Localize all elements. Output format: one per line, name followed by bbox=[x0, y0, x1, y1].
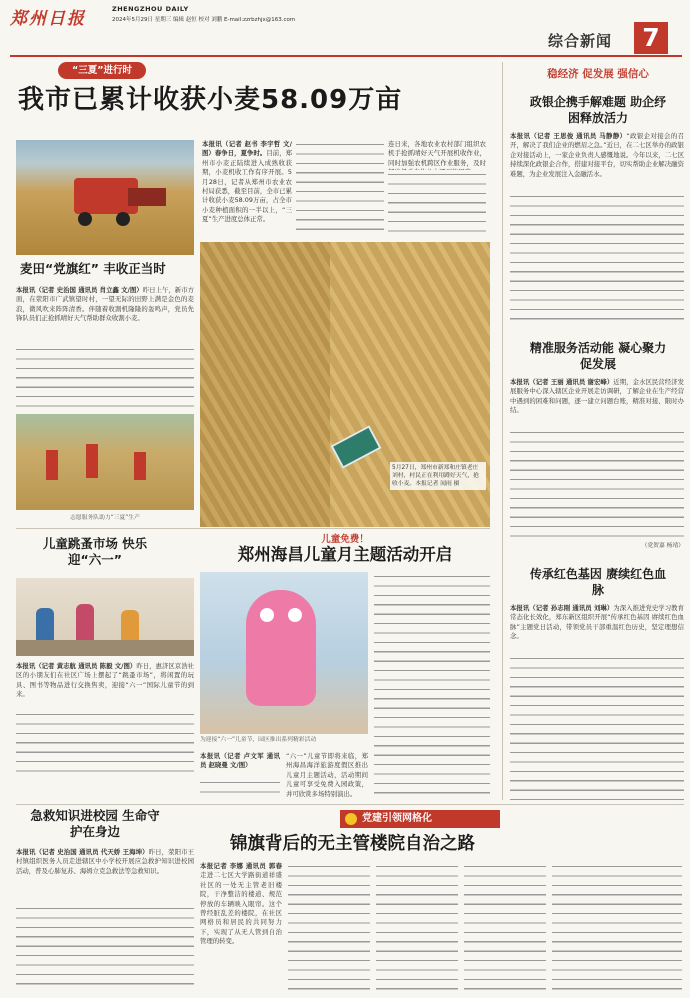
party-red-body-more bbox=[16, 345, 194, 411]
lead-headline: 我市已累计收获小麦58.09万亩 bbox=[18, 85, 403, 115]
newspaper-english-name: ZHENGZHOU DAILY bbox=[112, 5, 189, 13]
bottom-body-col2 bbox=[288, 862, 370, 992]
pink-mascot bbox=[246, 590, 316, 706]
right-story2-body: 本报讯（记者 王丽 通讯员 谢宏峰）近期，金水区民营经济发展服务中心深入辖区企业开展走访调研，了解企业在生产经营中遇到的困难和问题，逐一建立问题台账，精准对接、限时办结。 bbox=[510, 378, 684, 415]
volunteer-photo-caption: 志愿服务队助力“三夏”生产 bbox=[70, 515, 140, 521]
bottom-body-col4 bbox=[464, 862, 546, 992]
first-aid-body-more bbox=[16, 904, 194, 992]
kids-market-headline: 儿童跳蚤市场 快乐迎“六一” bbox=[42, 536, 148, 567]
party-grid-banner: 党建引领网格化 bbox=[340, 810, 500, 828]
section-name: 综合新闻 bbox=[548, 32, 613, 50]
haichang-body-col1-more bbox=[200, 778, 280, 800]
haichang-kicker: 儿童免费！ bbox=[321, 534, 369, 545]
right-story3-headline: 传承红色基因 赓续红色血脉 bbox=[529, 567, 667, 597]
right-story2-author: （党贺嘉 杨靖） bbox=[641, 543, 684, 549]
date-line: 2024年5月29日 星期三 编辑 赵恒 校对 刘鹏 E-mail:zzrbzhjx@163.com bbox=[112, 17, 296, 23]
party-emblem-icon bbox=[345, 813, 357, 825]
bottom-body-col3 bbox=[376, 862, 458, 992]
party-red-body: 本报讯（记者 史治国 通讯员 肖立鑫 文/图）昨日上午，新市方面，在荥阳市广武镇望时村，一望无际的田野上满是金色的麦浪，微风吹来阵阵清香。伴随着收割机隆隆的轰鸣声，党员先锋队员们正抢抓晴好天气帮助群众收割小麦。 bbox=[16, 286, 194, 323]
haichang-body-col2: “六一”儿童节即将来临，郑州海昌海洋旅游度假区推出儿童月主题活动，活动期间儿童可享受免费入园政策，并可欣赏多场特别演出。 bbox=[286, 752, 368, 798]
haichang-body-col3 bbox=[374, 572, 490, 800]
harvest-photo-combine bbox=[16, 140, 194, 255]
newspaper-logo: 郑州日报 bbox=[10, 9, 86, 29]
first-aid-headline: 急救知识进校园 生命守护在身边 bbox=[30, 808, 160, 839]
lead-body-col1: 本报讯（记者 赵书 李宇哲 文/图）春争日，夏争时。目前，郑州市小麦正陆续进入成熟收获期，小麦机收工作有序开展。5月28日，记者从郑州市农业农村局获悉，截至目前，全市已累计收获小麦58.09万亩，占全市小麦种植面积的一半以上，“三夏”生产进度总体正常。 bbox=[202, 140, 292, 224]
right-story1-body: 本报讯（记者 王思俊 通讯员 马静静）“政银企对接会的召开，解决了我们企业的燃眉之急。”近日，在二七区举办的政银企对接活动上，一家企业负责人感慨地说。今年以来，二七区持续深化政银企合作，搭建对接平台，切实帮助企业解决融资难题，为企业发展注入金融活水。 bbox=[510, 132, 684, 178]
masthead bbox=[0, 0, 690, 58]
right-story1-body-more bbox=[510, 192, 684, 322]
right-story2-headline: 精准服务活动能 凝心聚力促发展 bbox=[529, 341, 667, 371]
right-story1-headline: 政银企携手解难题 助企纾困释放活力 bbox=[529, 95, 667, 125]
bottom-body-col5 bbox=[552, 862, 682, 992]
right-column-rule bbox=[502, 62, 503, 800]
lead-kicker: “三夏”进行时 bbox=[58, 62, 146, 79]
divider-mid bbox=[16, 528, 490, 529]
aerial-photo-caption: 5月27日，郑州市新郑和庄镇老庄刘村，村民正在利用蹲好天气，抢收小麦。本报记者 闻雨 摄 bbox=[390, 462, 486, 490]
bottom-body-col1: 本报记者 李娜 通讯员 郭春走进二七区大学路街道祥盛社区的一处无主管老旧楼院，干净整洁的楼道、规范停放的车辆映入眼帘。这个曾经脏乱差的楼院，在社区网格员和居民的共同努力下，实现了从无人管到自治管理的转变。 bbox=[200, 862, 282, 946]
first-aid-body: 本报讯（记者 史治国 通讯员 代天娇 王海坤）昨日，荥阳市王村镇组织医务人员走进辖区中小学校开展应急救护知识进校园活动，普及心肺复苏、海姆立克急救法等急救知识。 bbox=[16, 848, 194, 875]
divider-lower bbox=[16, 804, 684, 805]
kids-market-body-more bbox=[16, 710, 194, 776]
right-story3-body: 本报讯（记者 孙志刚 通讯员 刘琳）为深入推进党史学习教育常态化长效化，郑东新区组织开展“传承红色基因 赓续红色血脉”主题党日活动，带领党员干部重温红色历史，坚定理想信念。 bbox=[510, 604, 684, 641]
kids-market-body: 本报讯（记者 黄志航 通讯员 陈毅 文/图）昨日，惠济区京浩社区的小朋友们在社区广场上摆起了“跳蚤市场”，将闲置的玩具、图书等物品进行交换售卖，迎接“六一”国际儿童节的到来。 bbox=[16, 662, 194, 699]
lead-body-col2 bbox=[296, 140, 384, 238]
kids-market-photo bbox=[16, 578, 194, 656]
masthead-rule bbox=[10, 55, 682, 57]
haichang-headline: 郑州海昌儿童月主题活动开启 bbox=[237, 545, 453, 564]
slogan: 稳经济 促发展 强信心 bbox=[547, 68, 649, 80]
lead-body-col3-more bbox=[388, 170, 486, 238]
right-story2-body-more bbox=[510, 428, 684, 542]
haichang-photo bbox=[200, 572, 368, 734]
page-number: 7 bbox=[634, 22, 668, 54]
haichang-body-col1: 本报讯（记者 卢文军 通讯员 赵晓曼 文/图） bbox=[200, 752, 280, 770]
volunteer-photo bbox=[16, 414, 194, 510]
harvest-photo-aerial bbox=[200, 242, 490, 527]
lead-body-col3: 连日来，各地农业农村部门组织农机手抢抓晴好天气开展机收作业，同时加强农机跨区作业服务，及时 bbox=[388, 140, 486, 167]
haichang-photo-caption: 为迎接“六一”儿童节，园区推出系列精彩活动 bbox=[200, 737, 317, 743]
right-story3-body-more bbox=[510, 654, 684, 800]
harvester-on-field bbox=[330, 425, 381, 469]
bottom-headline: 锦旗背后的无主管楼院自治之路 bbox=[230, 834, 475, 854]
party-red-headline: 麦田“党旗红” 丰收正当时 bbox=[20, 261, 166, 276]
